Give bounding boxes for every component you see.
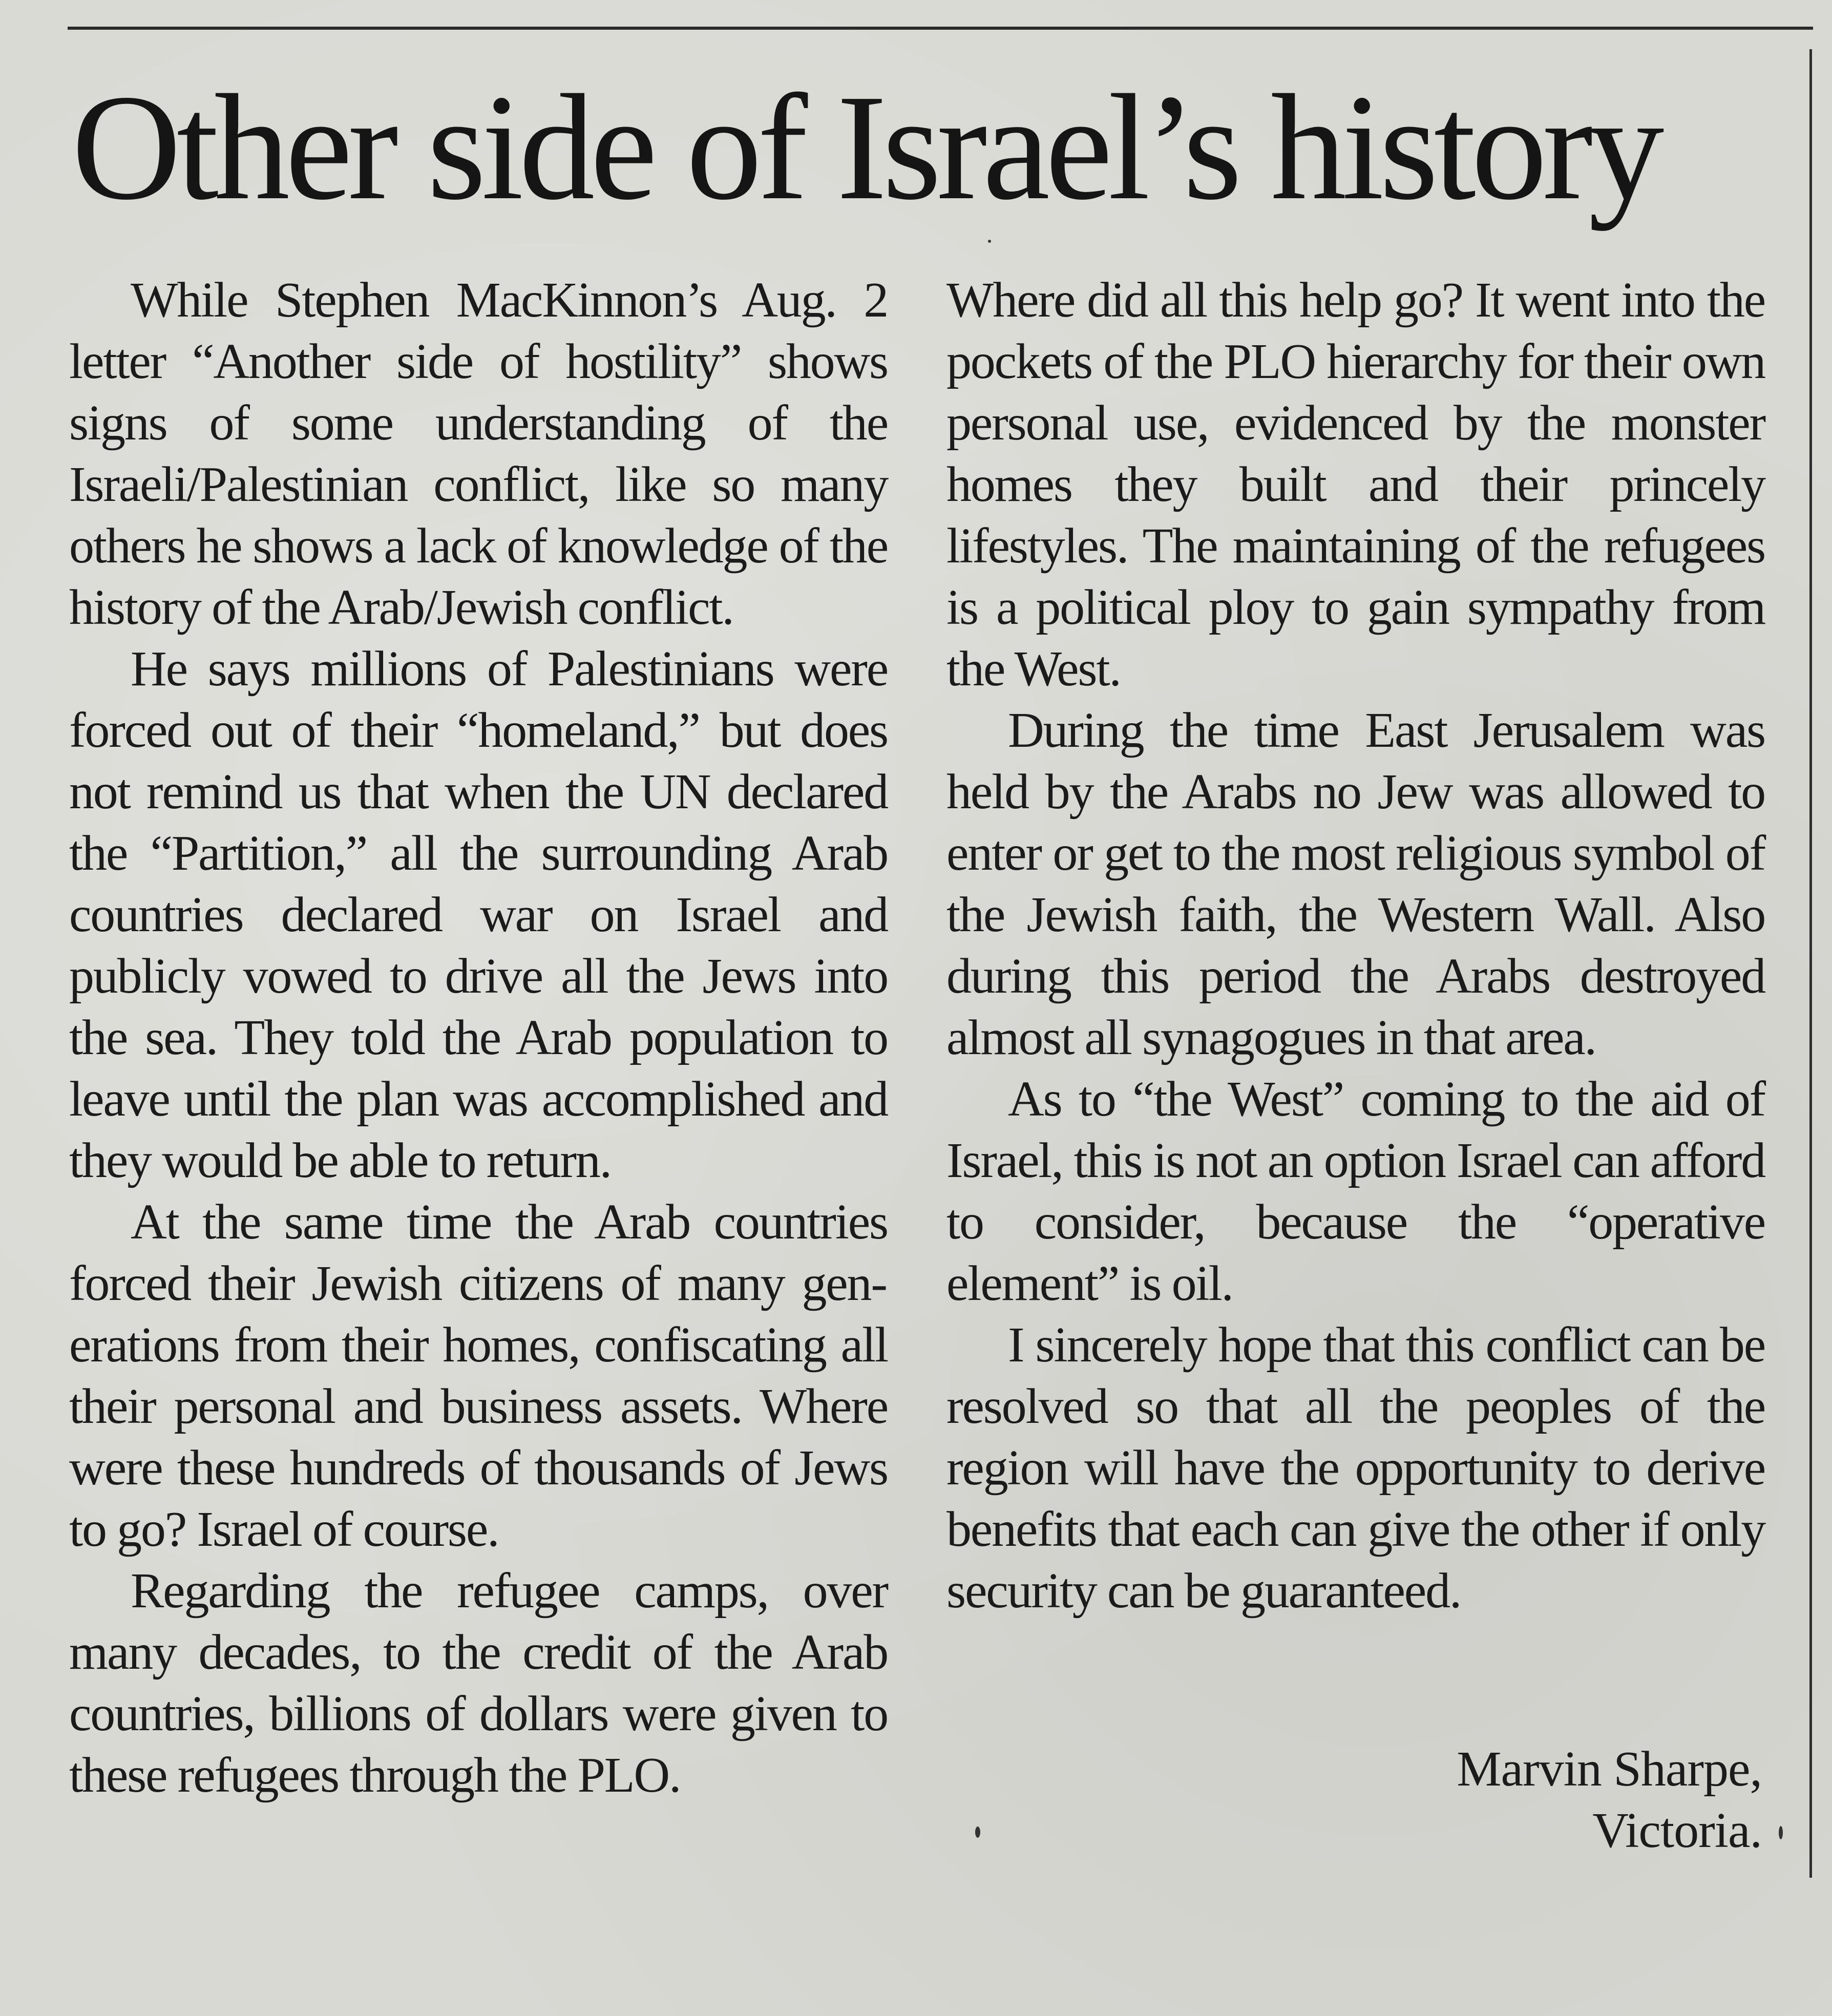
paragraph: While Stephen MacKinnon’s Aug. 2 letter “Another side of hostility” shows signs of some understanding of the Israeli/Palestinian conflict, like so many others he shows a lack of knowledge of the history of the Arab/Jewish conflict. (69, 272, 888, 635)
paragraph: At the same time the Arab countries forced their Jewish citizens of many generations from their homes, confiscating all their personal and business assets. Where were these hundreds of thousands of Jews to go? Israel of course. (69, 1194, 888, 1557)
paragraph: During the time East Jerusalem was held by the Arabs no Jew was allowed to enter or get to the most religious symbol of the Jewish faith, the Western Wall. Also during this period the Arabs destroyed almost all synagogues in that area. (946, 703, 1765, 1065)
paragraph: Regarding the refugee camps, over many decades, to the credit of the Arab countries, billions of dollars were given to these refugees through the PLO. (69, 1563, 888, 1803)
right-column-rule (1809, 49, 1812, 1878)
top-rule (68, 27, 1813, 30)
headline: Other side of Israel’s history (72, 64, 1660, 232)
letter-signature (1301, 1738, 1762, 1861)
left-column (69, 269, 888, 1806)
right-column (946, 269, 1765, 1622)
paragraph: He says millions of Palestinians were forced out of their “homeland,” but does not remind us that when the UN declared the “Partition,” all the surrounding Arab countries declared war on Israel and publicly vowed to drive all the Jews into the sea. They told the Arab population to leave until the plan was accomplished and they would be able to return. (69, 641, 888, 1188)
paragraph: I sincerely hope that this conflict can be resolved so that all the peoples of the region will have the opportunity to derive benefits that each can give the other if only security can be guaranteed. (946, 1317, 1765, 1619)
print-speck (1779, 1826, 1783, 1839)
signature-name: Marvin Sharpe, (1457, 1741, 1762, 1797)
print-speck (988, 240, 991, 243)
print-speck (975, 1826, 980, 1838)
paragraph-continuation: Where did all this help go? It went into the pockets of the PLO hierarchy for their own personal use, evidenced by the monster homes they built and their princely lifestyles. The maintaining of the refugees is a political ploy to gain sympathy from the West. (946, 272, 1765, 697)
paragraph: As to “the West” coming to the aid of Israel, this is not an option Israel can afford to consider, because the “operative element” is oil. (946, 1072, 1765, 1311)
signature-city: Victoria. (1592, 1803, 1762, 1858)
